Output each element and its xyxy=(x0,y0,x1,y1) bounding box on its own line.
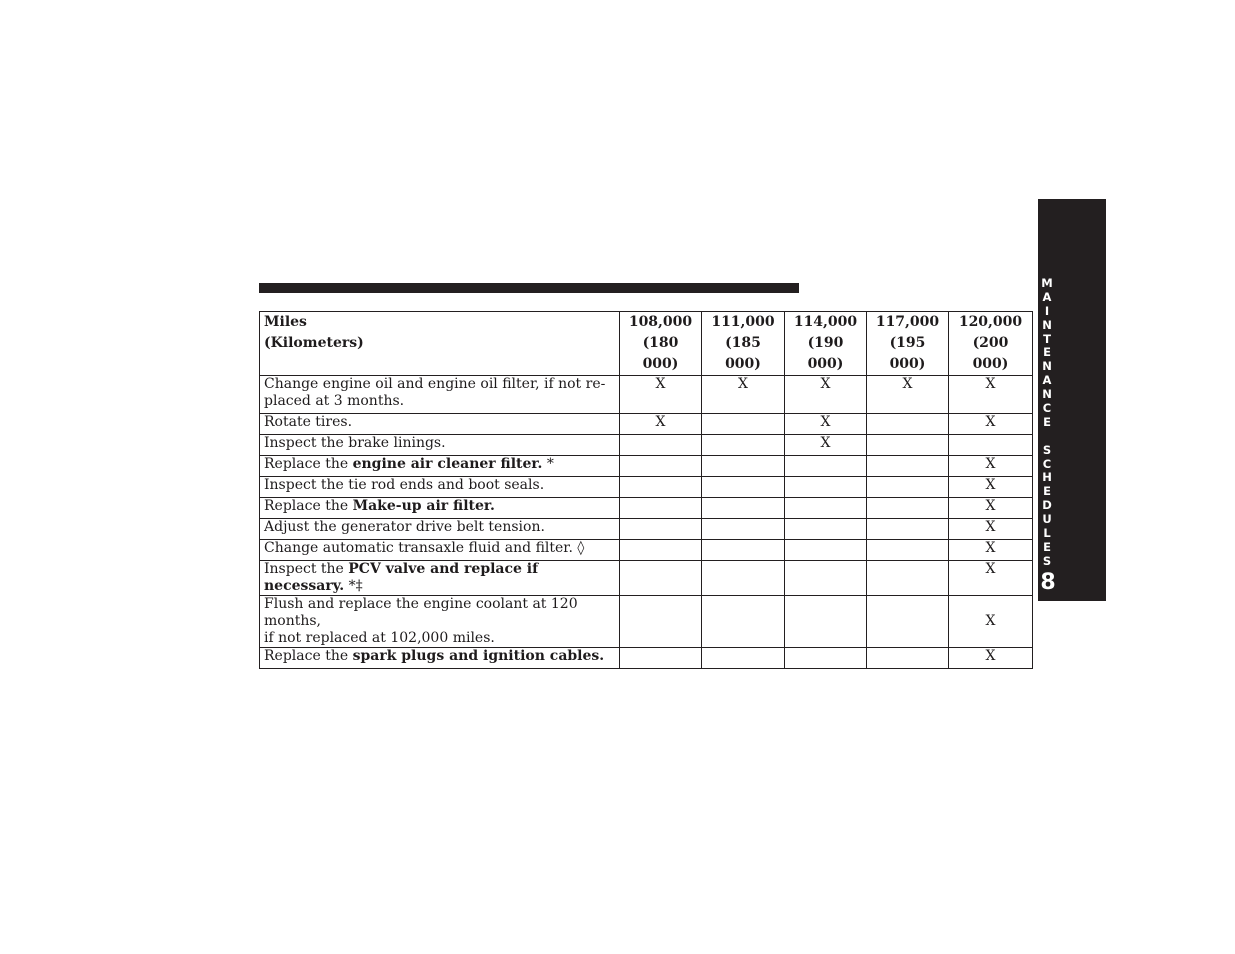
tab-letter: C xyxy=(1042,456,1052,471)
task-cell: Replace the Make-up air filter. xyxy=(260,498,620,519)
mark-cell xyxy=(867,540,949,561)
mark-cell: X xyxy=(867,376,949,414)
mark-cell xyxy=(702,561,785,596)
mark-cell xyxy=(702,435,785,456)
tab-letter: E xyxy=(1043,345,1051,360)
mark-cell: X xyxy=(949,540,1033,561)
table-row xyxy=(260,519,1033,540)
mark-cell xyxy=(867,414,949,435)
maintenance-schedule-table xyxy=(259,311,1033,669)
mark-cell xyxy=(620,561,702,596)
header-interval: 120,000 (200 000) xyxy=(949,312,1033,376)
mark-cell xyxy=(867,648,949,669)
task-cell: Inspect the brake linings. xyxy=(260,435,620,456)
mark-cell: X xyxy=(949,596,1033,648)
tab-letter: A xyxy=(1042,289,1052,304)
tab-letter: N xyxy=(1042,359,1052,374)
table-row xyxy=(260,456,1033,477)
task-cell: Replace the spark plugs and ignition cables. xyxy=(260,648,620,669)
mark-cell xyxy=(785,477,867,498)
mark-cell xyxy=(949,435,1033,456)
mark-cell xyxy=(702,596,785,648)
mark-cell: X xyxy=(620,414,702,435)
mark-cell: X xyxy=(949,648,1033,669)
mark-cell xyxy=(702,648,785,669)
mark-cell xyxy=(785,648,867,669)
mark-cell xyxy=(867,519,949,540)
tab-letter: C xyxy=(1042,401,1052,416)
tab-letter: L xyxy=(1043,526,1051,541)
task-cell: Adjust the generator drive belt tension. xyxy=(260,519,620,540)
tab-letter: T xyxy=(1043,331,1051,346)
mark-cell: X xyxy=(702,376,785,414)
mark-cell xyxy=(702,519,785,540)
mark-cell: X xyxy=(949,376,1033,414)
mark-cell: X xyxy=(785,435,867,456)
table-row xyxy=(260,414,1033,435)
tab-letter: I xyxy=(1044,303,1050,318)
mark-cell xyxy=(867,435,949,456)
task-cell: Inspect the tie rod ends and boot seals. xyxy=(260,477,620,498)
task-cell: Change engine oil and engine oil filter, if not re- placed at 3 months. xyxy=(260,376,620,414)
mark-cell: X xyxy=(949,456,1033,477)
mark-cell xyxy=(620,596,702,648)
tab-letter: M xyxy=(1041,276,1053,290)
mark-cell xyxy=(785,456,867,477)
tab-letter: E xyxy=(1043,539,1051,554)
mark-cell xyxy=(702,540,785,561)
table-row xyxy=(260,477,1033,498)
header-interval: 117,000 (195 000) xyxy=(867,312,949,376)
mark-cell: X xyxy=(949,477,1033,498)
mark-cell xyxy=(785,561,867,596)
tab-letter: E xyxy=(1043,484,1051,499)
chapter-tab-title xyxy=(1040,277,1054,569)
mark-cell: X xyxy=(949,414,1033,435)
mark-cell xyxy=(620,519,702,540)
table-row xyxy=(260,540,1033,561)
table-row xyxy=(260,376,1033,414)
mark-cell xyxy=(620,540,702,561)
tab-letter: D xyxy=(1042,498,1052,513)
mark-cell xyxy=(620,648,702,669)
mark-cell xyxy=(785,596,867,648)
mark-cell: X xyxy=(949,561,1033,596)
mark-cell: X xyxy=(620,376,702,414)
mark-cell xyxy=(785,498,867,519)
mark-cell xyxy=(702,456,785,477)
mark-cell: X xyxy=(785,414,867,435)
mark-cell: X xyxy=(949,498,1033,519)
header-interval: 108,000 (180 000) xyxy=(620,312,702,376)
mark-cell xyxy=(785,519,867,540)
tab-letter: S xyxy=(1042,553,1052,568)
mark-cell xyxy=(702,477,785,498)
tab-letter: H xyxy=(1042,470,1052,485)
tab-letter: N xyxy=(1042,387,1052,402)
mark-cell: X xyxy=(949,519,1033,540)
task-cell: Inspect the PCV valve and replace if necessary. *‡ xyxy=(260,561,620,596)
task-cell: Flush and replace the engine coolant at 120 months, if not replaced at 102,000 miles. xyxy=(260,596,620,648)
tab-letter: E xyxy=(1043,414,1051,429)
table-row xyxy=(260,498,1033,519)
task-cell: Replace the engine air cleaner filter. * xyxy=(260,456,620,477)
tab-letter: S xyxy=(1042,442,1052,457)
mark-cell xyxy=(620,435,702,456)
mark-cell xyxy=(867,456,949,477)
header-interval: 111,000 (185 000) xyxy=(702,312,785,376)
chapter-number: 8 xyxy=(1040,570,1056,595)
tab-letter: U xyxy=(1042,512,1052,527)
mark-cell xyxy=(702,414,785,435)
tab-letter: A xyxy=(1042,373,1052,388)
mark-cell xyxy=(867,561,949,596)
table-row xyxy=(260,596,1033,648)
mark-cell xyxy=(620,498,702,519)
table-header-row xyxy=(260,312,1033,376)
mark-cell xyxy=(785,540,867,561)
tab-letter: N xyxy=(1042,317,1052,332)
header-interval: 114,000 (190 000) xyxy=(785,312,867,376)
task-cell: Change automatic transaxle fluid and filter. ◊ xyxy=(260,540,620,561)
mark-cell xyxy=(620,456,702,477)
task-cell: Rotate tires. xyxy=(260,414,620,435)
mark-cell xyxy=(867,498,949,519)
section-header-bar xyxy=(259,283,799,293)
mark-cell: X xyxy=(785,376,867,414)
table-row xyxy=(260,648,1033,669)
mark-cell xyxy=(867,596,949,648)
mark-cell xyxy=(620,477,702,498)
table-row xyxy=(260,561,1033,596)
mark-cell xyxy=(702,498,785,519)
mark-cell xyxy=(867,477,949,498)
header-miles-km: Miles (Kilometers) xyxy=(260,312,620,376)
table-row xyxy=(260,435,1033,456)
